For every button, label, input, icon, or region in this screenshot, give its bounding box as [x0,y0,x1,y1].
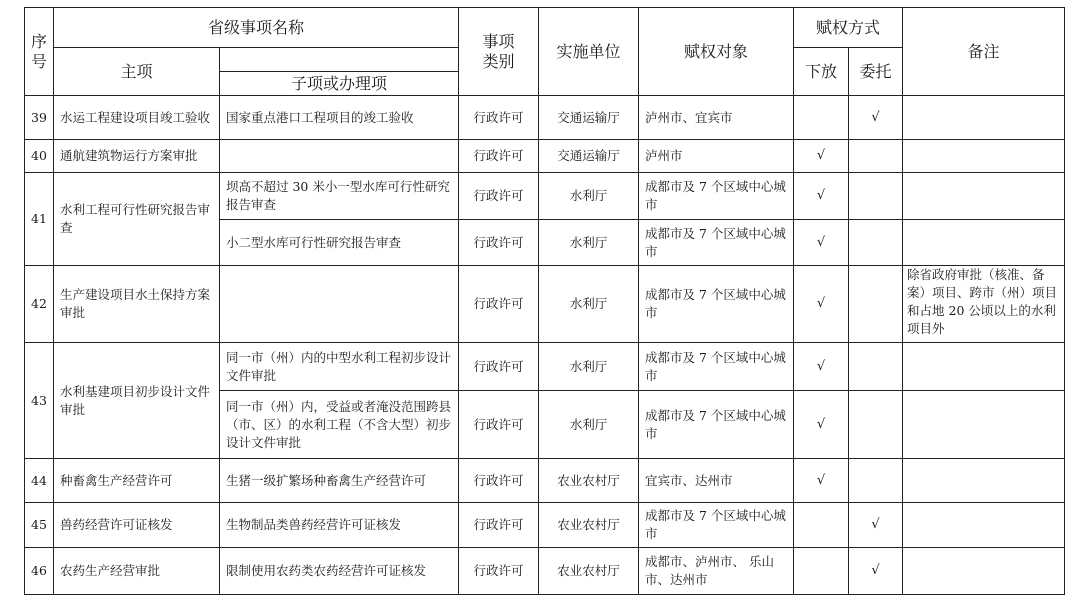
main-item: 水利工程可行性研究报告审查 [54,173,220,266]
note: 除省政府审批（核准、备案）项目、跨市（州）项目和占地 20 公顷以上的水利项目外 [903,266,1065,343]
target: 成都市及 7 个区域中心城市 [639,266,794,343]
target: 宜宾市、达州市 [639,459,794,503]
sub-item: 生猪一级扩繁场种畜禽生产经营许可 [220,459,459,503]
row-number: 42 [25,266,54,343]
unit: 水利厅 [539,343,639,391]
unit: 农业农村厅 [539,503,639,548]
item-type: 行政许可 [459,391,539,459]
item-type: 行政许可 [459,140,539,173]
item-type: 行政许可 [459,173,539,220]
note [903,343,1065,391]
row-number: 40 [25,140,54,173]
header-shengji: 省级事项名称 [54,8,459,48]
xiafang-mark: √ [794,343,849,391]
weituo-mark [849,220,903,266]
target: 成都市及 7 个区域中心城市 [639,173,794,220]
sub-item: 小二型水库可行性研究报告审查 [220,220,459,266]
item-type: 行政许可 [459,548,539,595]
note [903,96,1065,140]
unit: 交通运输厅 [539,140,639,173]
row-number: 45 [25,503,54,548]
table-row [25,548,1065,595]
xiafang-mark [794,503,849,548]
table-row [25,140,1065,173]
target: 成都市、泸州市、 乐山市、达州市 [639,548,794,595]
sub-item [220,266,459,343]
header-zhuxiang: 主项 [54,48,220,96]
header-xiafang: 下放 [794,48,849,96]
note [903,173,1065,220]
header-row-1 [25,8,1065,48]
sub-item: 同一市（州）内，受益或者淹没范围跨县（市、区）的水利工程（不含大型）初步设计文件审批 [220,391,459,459]
note [903,548,1065,595]
target: 泸州市、宜宾市 [639,96,794,140]
row-number: 39 [25,96,54,140]
note [903,391,1065,459]
table-row [25,266,1065,343]
weituo-mark: √ [849,96,903,140]
header-zixiang-top [220,48,459,72]
sub-item: 同一市（州）内的中型水利工程初步设计文件审批 [220,343,459,391]
row-number: 41 [25,173,54,266]
target: 成都市及 7 个区域中心城市 [639,343,794,391]
unit: 交通运输厅 [539,96,639,140]
item-type: 行政许可 [459,96,539,140]
item-type: 行政许可 [459,343,539,391]
sub-item: 国家重点港口工程项目的竣工验收 [220,96,459,140]
weituo-mark: √ [849,548,903,595]
weituo-mark [849,343,903,391]
sub-item [220,140,459,173]
row-number: 46 [25,548,54,595]
weituo-mark [849,391,903,459]
table-row [25,343,1065,391]
weituo-mark [849,173,903,220]
authority-table [24,7,1065,595]
table-row [25,503,1065,548]
item-type: 行政许可 [459,266,539,343]
header-danwei: 实施单位 [539,8,639,96]
xiafang-mark: √ [794,266,849,343]
unit: 水利厅 [539,266,639,343]
item-type: 行政许可 [459,220,539,266]
main-item: 生产建设项目水土保持方案审批 [54,266,220,343]
xiafang-mark [794,548,849,595]
unit: 农业农村厅 [539,548,639,595]
target: 成都市及 7 个区域中心城市 [639,503,794,548]
table-row [25,459,1065,503]
xiafang-mark: √ [794,391,849,459]
unit: 水利厅 [539,173,639,220]
row-number: 43 [25,343,54,459]
main-item: 种畜禽生产经营许可 [54,459,220,503]
document-page [24,7,1064,599]
table-row [25,96,1065,140]
note [903,140,1065,173]
unit: 农业农村厅 [539,459,639,503]
main-item: 通航建筑物运行方案审批 [54,140,220,173]
table-row [25,173,1065,220]
note [903,503,1065,548]
target: 成都市及 7 个区域中心城市 [639,391,794,459]
header-leibie: 事项类别 [459,8,539,96]
main-item: 水利基建项目初步设计文件审批 [54,343,220,459]
unit: 水利厅 [539,220,639,266]
note [903,220,1065,266]
weituo-mark [849,140,903,173]
main-item: 水运工程建设项目竣工验收 [54,96,220,140]
sub-item: 限制使用农药类农药经营许可证核发 [220,548,459,595]
unit: 水利厅 [539,391,639,459]
note [903,459,1065,503]
target: 成都市及 7 个区域中心城市 [639,220,794,266]
xiafang-mark: √ [794,459,849,503]
xiafang-mark: √ [794,140,849,173]
header-beizhu: 备注 [903,8,1065,96]
sub-item: 生物制品类兽药经营许可证核发 [220,503,459,548]
header-xuhao: 序号 [25,8,54,96]
xiafang-mark: √ [794,220,849,266]
weituo-mark [849,266,903,343]
weituo-mark: √ [849,503,903,548]
item-type: 行政许可 [459,503,539,548]
header-weituo: 委托 [849,48,903,96]
target: 泸州市 [639,140,794,173]
header-duixiang: 赋权对象 [639,8,794,96]
main-item: 农药生产经营审批 [54,548,220,595]
sub-item: 坝高不超过 30 米小一型水库可行性研究报告审查 [220,173,459,220]
main-item: 兽药经营许可证核发 [54,503,220,548]
xiafang-mark [794,96,849,140]
item-type: 行政许可 [459,459,539,503]
weituo-mark [849,459,903,503]
xiafang-mark: √ [794,173,849,220]
header-zixiang: 子项或办理项 [220,72,459,96]
header-fangshi: 赋权方式 [794,8,903,48]
row-number: 44 [25,459,54,503]
